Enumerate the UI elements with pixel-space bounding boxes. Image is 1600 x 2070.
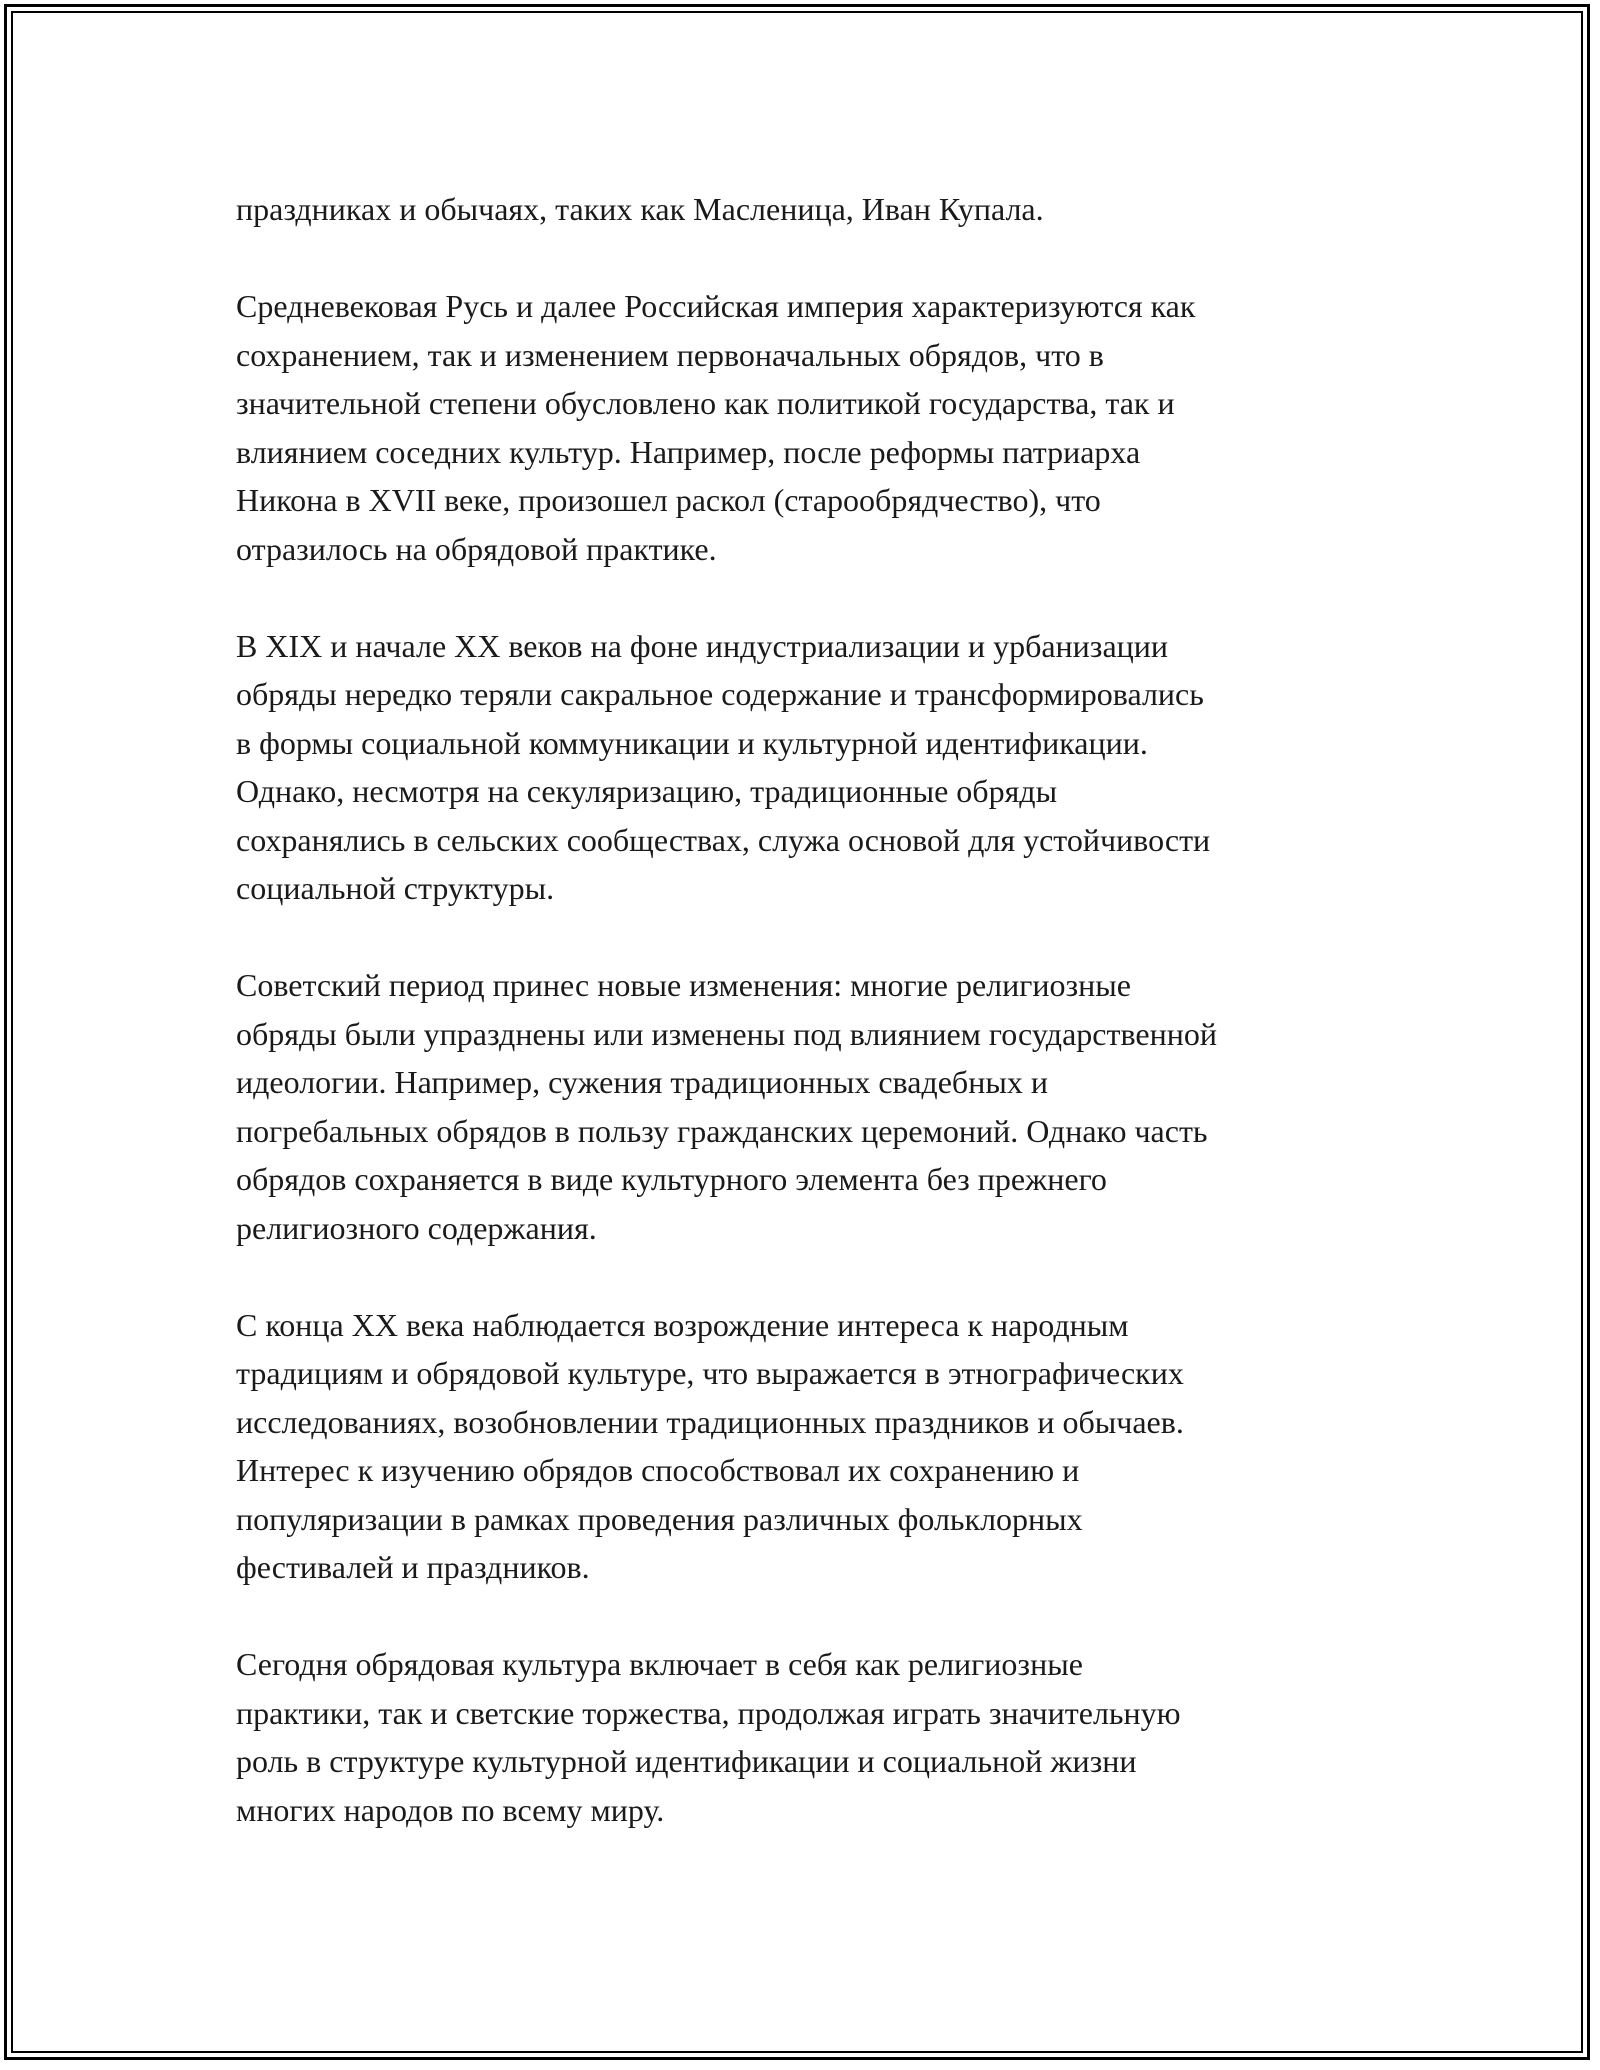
paragraph-4: Советский период принес новые изменения: многие религиозные обряды были упразднены или изменены под влиянием государственной идеологии. Например, сужения традиционных свадебных и погребальных обрядов в пользу гражданских церемоний. Однако часть обрядов сохраняется в виде культурного элемента без прежнего религиозного содержания. bbox=[236, 967, 1217, 1246]
document-body bbox=[236, 185, 1386, 1883]
paragraph-2: Средневековая Русь и далее Российская империя характеризуются как сохранением, так и изменением первоначальных обрядов, что в значительной степени обусловлено как политикой государства, так и влиянием соседних культур. Например, после реформы патриарха Никона в XVII веке, произошел раскол (старообрядчество), что отразилось на обрядовой практике. bbox=[236, 288, 1196, 567]
paragraph-3: В XIX и начале XX веков на фоне индустриализации и урбанизации обряды нередко теряли сакральное содержание и трансформировались в формы социальной коммуникации и культурной идентификации. Однако, несмотря на секуляризацию, традиционные обряды сохранялись в сельских сообществах, служа основой для устойчивости социальной структуры. bbox=[236, 627, 1211, 906]
paragraph-1: праздниках и обычаях, таких как Масленица, Иван Купала. bbox=[236, 191, 1044, 227]
paragraph-5: С конца XX века наблюдается возрождение интереса к народным традициям и обрядовой культуре, что выражается в этнографических исследованиях, возобновлении традиционных праздников и обычаев. Интерес к изучению обрядов способствовал их сохранению и популяризации в рамках проведения различных фольклорных фестивалей и праздников. bbox=[236, 1306, 1184, 1585]
paragraph-6: Сегодня обрядовая культура включает в себя как религиозные практики, так и светские торжества, продолжая играть значительную роль в структуре культурной идентификации и социальной жизни многих народов по всему миру. bbox=[236, 1646, 1181, 1828]
